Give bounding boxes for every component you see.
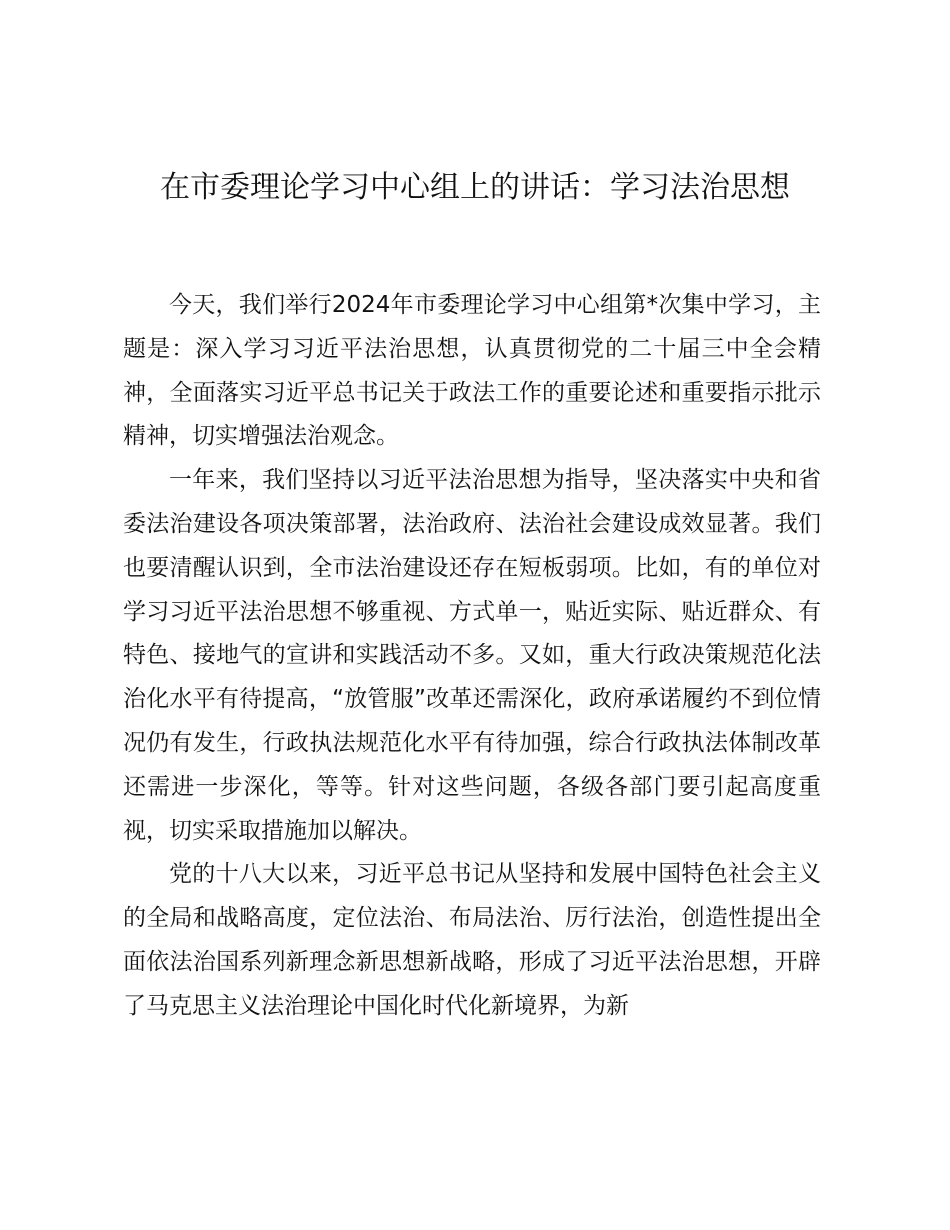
paragraph-3: 党的十八大以来，习近平总书记从坚持和发展中国特色社会主义的全局和战略高度，定位法治、布局法治、厉行法治，创造性提出全面依法治国系列新理念新思想新战略，形成了习近平法治思想，开辟了马克思主义法治理论中国化时代化新境界，为新 bbox=[123, 861, 821, 1019]
paragraph-2: 一年来，我们坚持以习近平法治思想为指导，坚决落实中央和省委法治建设各项决策部署，法治政府、法治社会建设成效显著。我们也要清醒认识到，全市法治建设还存在短板弱项。比如，有的单位对学习习近平法治思想不够重视、方式单一，贴近实际、贴近群众、有特色、接地气的宣讲和实践活动不多。又如，重大行政决策规范化法治化水平有待提高，“放管服”改革还需深化，政府承诺履约不到位情况仍有发生，行政执法规范化水平有待加强，综合行政执法体制改革还需进一步深化，等等。针对这些问题，各级各部门要引起高度重视，切实采取措施加以解决。 bbox=[123, 467, 821, 844]
document-title: 在市委理论学习中心组上的讲话：学习法治思想 bbox=[160, 170, 790, 205]
paragraph-1: 今天，我们举行2024年市委理论学习中心组第*次集中学习，主题是：深入学习习近平法治思想，认真贯彻党的二十届三中全会精神，全面落实习近平总书记关于政法工作的重要论述和重要指示批示精神，切实增强法治观念。 bbox=[123, 292, 821, 450]
document-body bbox=[123, 284, 821, 1029]
